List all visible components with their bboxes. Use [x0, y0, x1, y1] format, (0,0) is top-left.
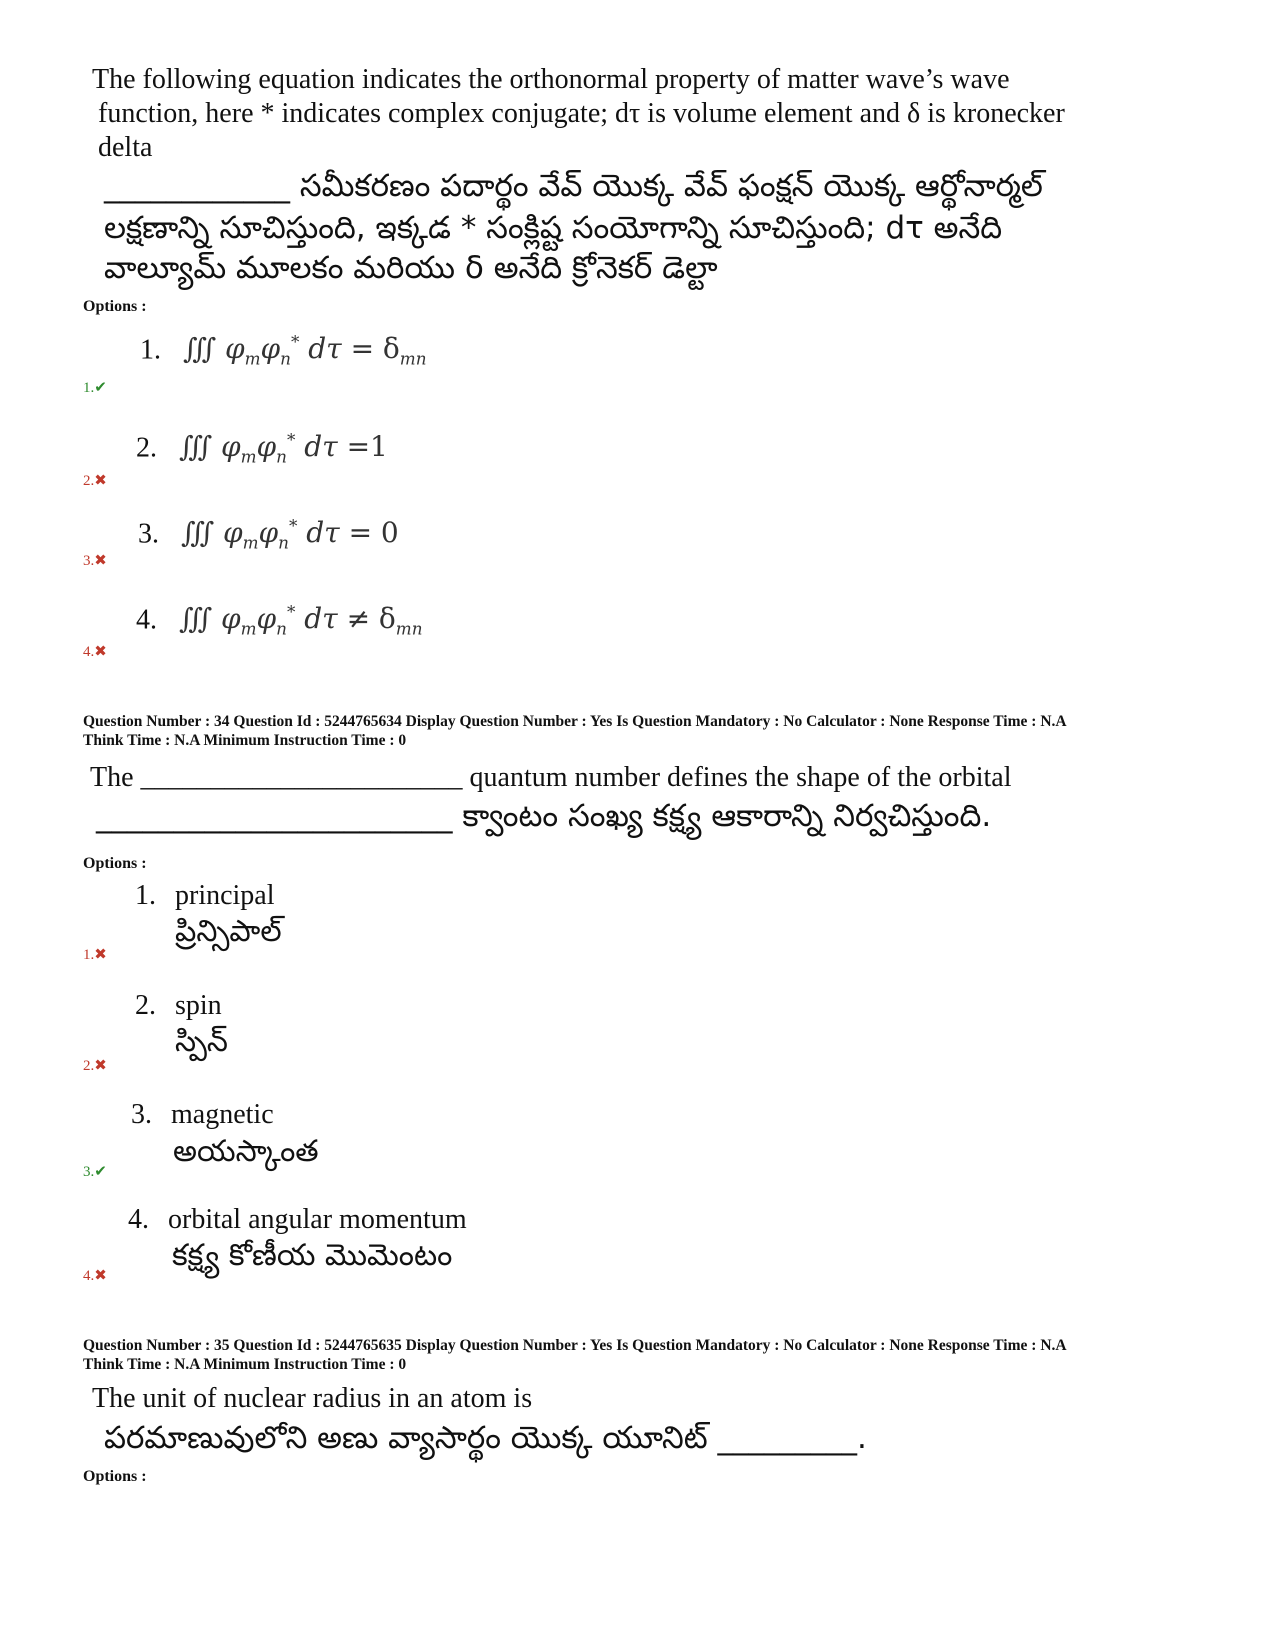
options-label: Options : — [83, 298, 147, 315]
check-icon: ✔ — [94, 380, 107, 396]
option-1-formula — [140, 332, 427, 369]
option-english: principal — [175, 880, 275, 911]
question-33-telugu-line-1: ____________ సమీకరణం పదార్థం వేవ్ యొక్క వేవ్ ఫంక్షన్ యొక్క ఆర్థోనార్మల్ — [104, 168, 1043, 204]
question-35-meta-line-2: Think Time : N.A Minimum Instruction Time : 0 — [83, 1356, 407, 1373]
question-34-meta-line-1: Question Number : 34 Question Id : 5244765634 Display Question Number : Yes Is Question Mandatory : No Calculator : None Response Time : N.A — [83, 713, 1067, 730]
option-2-result-marker: 2.✖ — [83, 1058, 107, 1074]
option-4-telugu: కక్ష్య కోణీయ మొమెంటం — [172, 1238, 453, 1273]
question-34-meta-line-2: Think Time : N.A Minimum Instruction Time : 0 — [83, 732, 407, 749]
cross-icon: ✖ — [94, 644, 107, 660]
question-35-meta-line-1: Question Number : 35 Question Id : 5244765635 Display Question Number : Yes Is Question Mandatory : No Calculator : None Response Time : N.A — [83, 1337, 1067, 1354]
option-number: 1. — [140, 334, 161, 366]
option-4-result-marker: 4.✖ — [83, 644, 107, 660]
question-33-telugu-line-2: లక్షణాన్ని సూచిస్తుంది, ఇక్కడ * సంక్లిష్ట సంయోగాన్ని సూచిస్తుంది; dτ అనేది — [104, 210, 1003, 246]
option-1-text — [135, 880, 275, 912]
option-4-result-marker: 4.✖ — [83, 1268, 107, 1284]
formula: ∭ $\varphi_m\varphi_n^*$ $d\tau = \delta_{mn}$ — [183, 332, 427, 369]
option-1-result-marker: 1.✖ — [83, 947, 107, 963]
formula: ∭ $\varphi_m\varphi_n^*$ dτ =1 — [179, 430, 388, 467]
options-label: Options : — [83, 855, 147, 872]
question-33-text-line-2: function, here * indicates complex conjugate; dτ is volume element and δ is kronecker — [98, 98, 1065, 129]
options-label: Options : — [83, 1468, 147, 1485]
option-english: orbital angular momentum — [168, 1204, 467, 1235]
option-3-text — [131, 1099, 274, 1131]
option-1-result-marker: 1.✔ — [83, 380, 107, 396]
option-number: 4. — [128, 1204, 149, 1235]
question-35-telugu: పరమాణువులోని అణు వ్యాసార్థం యొక్క యూనిట్ _________. — [104, 1420, 867, 1456]
question-34-telugu: _______________________ క్వాంటం సంఖ్య కక్ష్య ఆకారాన్ని నిర్వచిస్తుంది. — [96, 798, 992, 834]
check-icon: ✔ — [94, 1164, 107, 1180]
formula: ∭ $\varphi_m\varphi_n^*$ $d\tau \ne \delta_{mn}$ — [179, 602, 423, 639]
option-3-result-marker: 3.✖ — [83, 553, 107, 569]
option-english: magnetic — [171, 1099, 274, 1130]
option-3-result-marker: 3.✔ — [83, 1164, 107, 1180]
option-number: 4. — [136, 604, 157, 636]
cross-icon: ✖ — [94, 553, 107, 569]
option-3-formula — [138, 516, 399, 553]
option-number: 3. — [131, 1099, 152, 1130]
option-english: spin — [175, 990, 222, 1021]
option-2-formula — [136, 430, 388, 467]
option-number: 2. — [136, 432, 157, 464]
question-33-telugu-line-3: వాల్యూమ్ మూలకం మరియు δ అనేది క్రోనెకర్ డెల్టా — [104, 250, 718, 286]
cross-icon: ✖ — [94, 1268, 107, 1284]
option-number: 1. — [135, 880, 156, 911]
question-33-text-line-1: The following equation indicates the orthonormal property of matter wave’s wave — [92, 64, 1010, 95]
question-35-text: The unit of nuclear radius in an atom is — [92, 1383, 533, 1414]
option-number: 3. — [138, 518, 159, 550]
question-34-text: The _______________________ quantum number defines the shape of the orbital — [90, 762, 1012, 793]
option-2-text — [135, 990, 222, 1022]
option-4-formula — [136, 602, 423, 639]
cross-icon: ✖ — [94, 1058, 107, 1074]
option-number: 2. — [135, 990, 156, 1021]
option-1-telugu: ప్రిన్సిపాల్ — [175, 914, 282, 949]
option-2-result-marker: 2.✖ — [83, 473, 107, 489]
option-4-text — [128, 1204, 467, 1236]
formula: ∭ $\varphi_m\varphi_n^*$ dτ = 0 — [181, 516, 399, 553]
cross-icon: ✖ — [94, 947, 107, 963]
question-33-text-line-3: delta — [98, 132, 153, 163]
option-3-telugu: అయస్కాంత — [173, 1134, 319, 1169]
option-2-telugu: స్పిన్ — [175, 1024, 228, 1059]
cross-icon: ✖ — [94, 473, 107, 489]
